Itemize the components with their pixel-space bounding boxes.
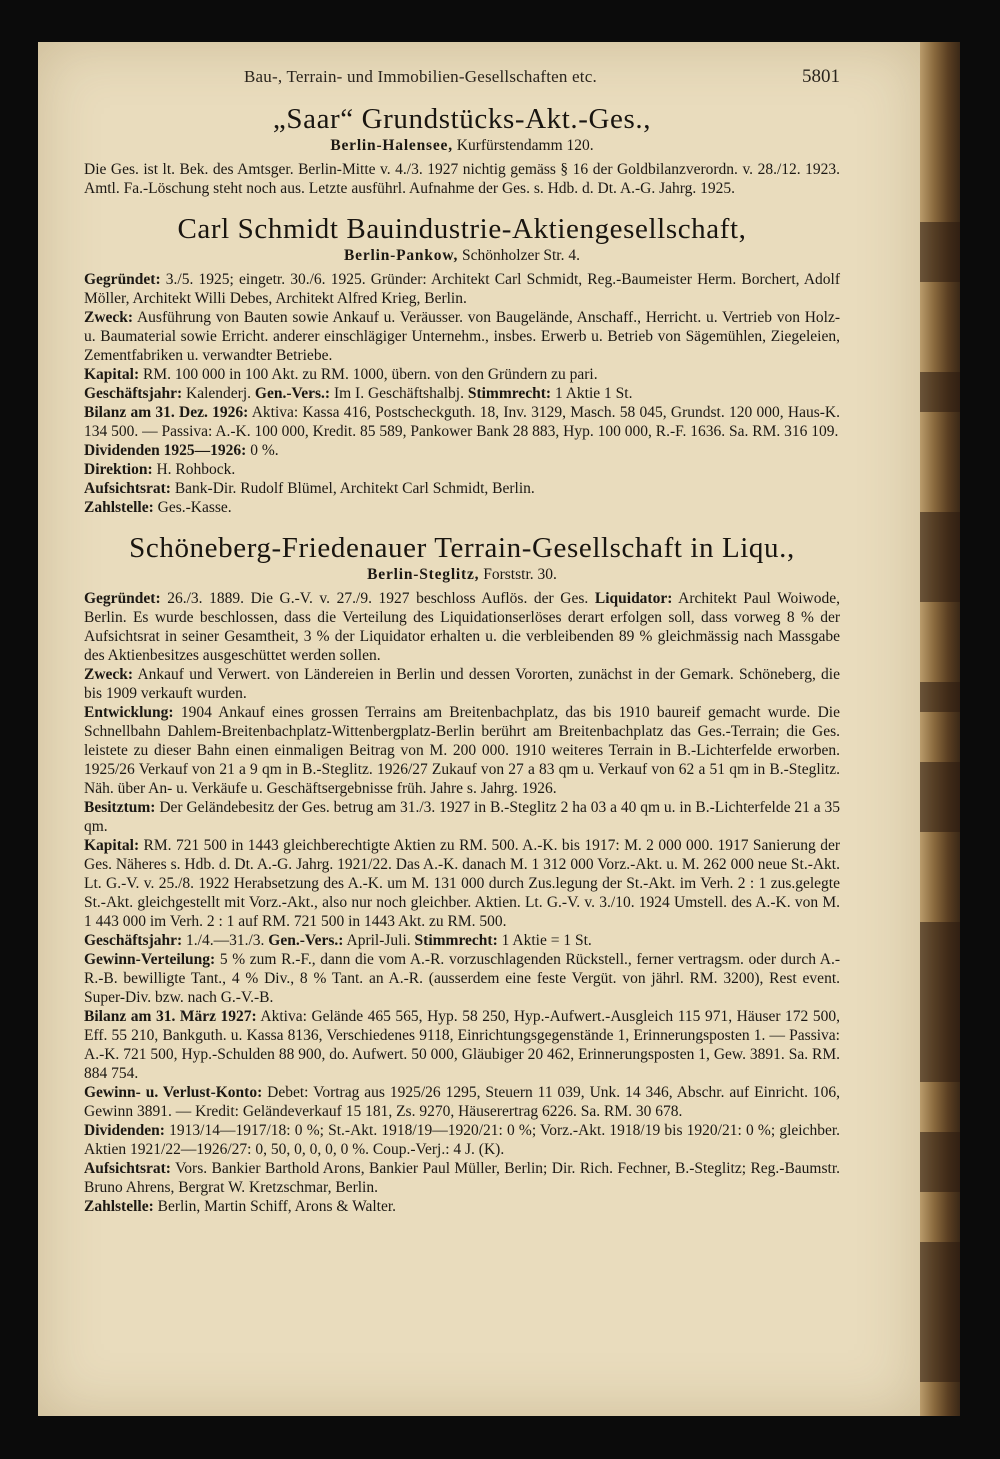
entry-paragraph bbox=[84, 479, 840, 498]
field-label: Zahlstelle: bbox=[84, 499, 154, 516]
field-text: Debet: Vortrag aus 1925/26 1295, Steuern 11 039, Unk. 14 346, Abschr. auf Einricht. 106, Gewinn 3891. — Kredit: Geländeverkauf 15 181, Zs. 9270, Häuserertrag 6226. Sa. RM. 30 678. bbox=[84, 1084, 840, 1120]
edge-strip bbox=[920, 512, 960, 602]
page-number: 5801 bbox=[802, 66, 840, 87]
field-text: RM. 100 000 in 100 Akt. zu RM. 1000, übern. von den Gründern zu pari. bbox=[139, 366, 598, 383]
field-text: Ausführung von Bauten sowie Ankauf u. Veräusser. von Baugelände, Anschaff., Herricht. u. Vertrieb von Holz- u. Baumaterial sowie Erricht. anderer einschlägiger Unternehm., insbes. Erwerb u. Betrieb von Sägemühlen, Ziegeleien, Zementfabriken u. verwandter Betriebe. bbox=[84, 309, 840, 364]
field-text: 5 % zum R.-F., dann die vom A.-R. vorzuschlagenden Rückstell., ferner vertragsm. oder durch A.-R.-B. bewilligte Tant., 4 % Div., 8 % Tant. an A.-R. (ausserdem eine feste Vergüt. von jährl. RM. 3200), Rest event. Super-Div. bzw. nach G.-V.-B. bbox=[84, 951, 840, 1006]
entry-paragraph bbox=[84, 441, 840, 460]
entry-paragraph bbox=[84, 665, 840, 703]
field-label: Gen.-Vers.: bbox=[268, 932, 344, 949]
field-label: Zweck: bbox=[84, 666, 134, 683]
field-label: Aufsichtsrat: bbox=[84, 480, 171, 497]
entry-paragraph bbox=[84, 1197, 840, 1216]
field-text: Im I. Geschäftshalbj. bbox=[330, 385, 468, 402]
field-label: Kapital: bbox=[84, 366, 140, 383]
field-label: Gewinn-Verteilung: bbox=[84, 951, 216, 968]
entry-paragraph bbox=[84, 365, 840, 384]
entry-paragraph bbox=[84, 384, 840, 403]
entry-paragraph bbox=[84, 160, 840, 198]
entry-paragraph bbox=[84, 308, 840, 365]
entry-paragraph bbox=[84, 403, 840, 441]
company-title: Carl Schmidt Bauindustrie-Aktiengesellschaft, bbox=[177, 213, 747, 245]
field-label: Gewinn- u. Verlust-Konto: bbox=[84, 1084, 263, 1101]
field-text: Aktiva: Gelände 465 565, Hyp. 58 250, Hyp.-Aufwert.-Ausgleich 115 971, Häuser 172 500, Eff. 55 210, Bankguth. u. Kassa 8136, Verschiedenes 9118, Einrichtungsgegenstände 1, Erinnerungsposten 1. — Passiva: A.-K. 721 500, Hyp.-Schulden 88 900, do. Aufwert. 50 000, Gläubiger 20 462, Erinnerungsposten 1, Gew. 3891. Sa. RM. 884 754. bbox=[84, 1008, 840, 1082]
field-text: Ges.-Kasse. bbox=[153, 499, 232, 516]
entry-paragraph bbox=[84, 798, 840, 836]
field-text: 3./5. 1925; eingetr. 30./6. 1925. Gründer: Architekt Carl Schmidt, Reg.-Baumeister Herm. Borchert, Adolf Möller, Architekt Willi Debes, Architekt Alfred Krieg, Berlin. bbox=[84, 271, 840, 307]
entry-paragraph bbox=[84, 498, 840, 517]
company-title: Schöneberg-Friedenauer Terrain-Gesellschaft in Liqu., bbox=[129, 532, 795, 564]
field-label: Gen.-Vers.: bbox=[254, 385, 331, 402]
entry-paragraph bbox=[84, 1159, 840, 1197]
field-text: 1./4.—31./3. bbox=[182, 932, 269, 949]
edge-strip bbox=[920, 922, 960, 1082]
entry-paragraph bbox=[84, 931, 840, 950]
entry-paragraph bbox=[84, 1083, 840, 1121]
running-header bbox=[84, 66, 840, 96]
edge-strip bbox=[920, 1132, 960, 1192]
field-text: 0 %. bbox=[246, 442, 279, 459]
entry-paragraph bbox=[84, 950, 840, 1007]
page-edge bbox=[920, 42, 960, 1416]
edge-strip bbox=[920, 222, 960, 282]
sections bbox=[84, 102, 840, 1216]
field-text: Berlin, Martin Schiff, Arons & Walter. bbox=[153, 1198, 397, 1215]
edge-strip bbox=[920, 1242, 960, 1382]
field-text: H. Rohbock. bbox=[152, 461, 236, 478]
field-text: Vors. Bankier Barthold Arons, Bankier Paul Müller, Berlin; Dir. Rich. Fechner, B.-Steglitz; Reg.-Baumstr. Bruno Ahrens, Bergrat W. Kretzschmar, Berlin. bbox=[84, 1160, 840, 1196]
edge-strip bbox=[920, 762, 960, 832]
location-address: Forststr. 30. bbox=[479, 566, 557, 583]
field-label: Bilanz am 31. Dez. 1926: bbox=[84, 404, 249, 421]
field-text: Aktiva: Kassa 416, Postscheckguth. 18, Inv. 3129, Masch. 58 045, Grundst. 120 000, Haus-K. 134 500. — Passiva: A.-K. 100 000, Kredit. 85 589, Pankower Bank 28 883, Hyp. 100 000, R.-F. 1636. Sa. RM. 316 109. bbox=[84, 404, 840, 440]
entry-paragraph bbox=[84, 703, 840, 798]
field-text: Kalenderj. bbox=[182, 385, 255, 402]
field-text: Die Ges. ist lt. Bek. des Amtsger. Berlin-Mitte v. 4./3. 1927 nichtig gemäss § 16 der Goldbilanzverordn. v. 28./12. 1923. Amtl. Fa.-Löschung steht noch aus. Letzte ausführl. Aufnahme der Ges. s. Hdb. d. Dt. A.-G. Jahrg. 1925. bbox=[84, 161, 840, 197]
edge-strip bbox=[920, 372, 960, 412]
field-text: Ankauf und Verwert. von Ländereien in Berlin und dessen Vororten, zunächst in der Gemark. Schöneberg, die bis 1909 verkauft wurden. bbox=[84, 666, 840, 702]
company-entry bbox=[84, 531, 840, 1216]
location-city: Berlin-Steglitz, bbox=[367, 566, 480, 583]
entry-paragraph bbox=[84, 836, 840, 931]
field-text: 1 Aktie 1 St. bbox=[551, 385, 633, 402]
field-text: 1 Aktie = 1 St. bbox=[497, 932, 592, 949]
company-title: „Saar“ Grundstücks-Akt.-Ges., bbox=[272, 103, 652, 135]
running-title: Bau-, Terrain- und Immobilien-Gesellschaften etc. bbox=[244, 67, 597, 86]
entry-paragraph bbox=[84, 270, 840, 308]
entry-paragraph bbox=[84, 1121, 840, 1159]
company-entry bbox=[84, 212, 840, 517]
field-text: April-Juli. bbox=[343, 932, 415, 949]
field-label: Kapital: bbox=[84, 837, 140, 854]
field-label: Dividenden: bbox=[84, 1122, 165, 1139]
field-label: Dividenden 1925—1926: bbox=[84, 442, 247, 459]
location-city: Berlin-Halensee, bbox=[330, 137, 453, 154]
field-label: Stimmrecht: bbox=[414, 932, 498, 949]
field-label: Zahlstelle: bbox=[84, 1198, 154, 1215]
field-text: Architekt Paul Woiwode, Berlin. Es wurde beschlossen, dass die Verteilung des Liquidationserlöses derart erfolgen soll, dass vorweg 8 % der Aufsichtsrat in seiner Gesamtheit, 3 % der Liquidator erhalten u. die verbleibenden 89 % gleichmässig nach Massgabe des Aktienbesitzes ausgeschüttet werden sollen. bbox=[84, 590, 840, 664]
location-address: Kurfürstendamm 120. bbox=[452, 137, 594, 154]
company-location bbox=[84, 136, 840, 156]
location-city: Berlin-Pankow, bbox=[344, 247, 459, 264]
field-label: Liquidator: bbox=[594, 590, 673, 607]
field-label: Zweck: bbox=[84, 309, 134, 326]
company-location bbox=[84, 246, 840, 266]
location-address: Schönholzer Str. 4. bbox=[458, 247, 580, 264]
field-label: Besitztum: bbox=[84, 799, 156, 816]
field-label: Gegründet: bbox=[84, 271, 161, 288]
field-label: Aufsichtsrat: bbox=[84, 1160, 171, 1177]
field-text: Der Geländebesitz der Ges. betrug am 31./3. 1927 in B.-Steglitz 2 ha 03 a 40 qm u. in B.-Lichterfelde 21 a 35 qm. bbox=[84, 799, 840, 835]
field-text: 26./3. 1889. Die G.-V. v. 27./9. 1927 beschloss Auflös. der Ges. bbox=[160, 590, 595, 607]
field-label: Geschäftsjahr: bbox=[84, 385, 183, 402]
field-text: 1913/14—1917/18: 0 %; St.-Akt. 1918/19—1920/21: 0 %; Vorz.-Akt. 1918/19 bis 1920/21: 0 %; gleichber. Aktien 1921/22—1926/27: 0, 50, 0, 0, 0, 0 %. Coup.-Verj.: 4 J. (K). bbox=[84, 1122, 840, 1158]
entry-paragraph bbox=[84, 460, 840, 479]
field-label: Stimmrecht: bbox=[467, 385, 552, 402]
edge-strip bbox=[920, 682, 960, 712]
field-text: Bank-Dir. Rudolf Blümel, Architekt Carl Schmidt, Berlin. bbox=[170, 480, 535, 497]
field-text: 1904 Ankauf eines grossen Terrains am Breitenbachplatz, das bis 1910 baureif gemacht wurde. Die Schnellbahn Dahlem-Breitenbachplatz-Wittenbergplatz-Berlin berührt am Breitenbachplatz das Ges.-Terrain; die Ges. leistete zu dieser Bahn einen einmaligen Beitrag von M. 200 000. 1910 weiteres Terrain in B.-Lichterfelde erworben. 1925/26 Verkauf von 21 a 9 qm in B.-Steglitz. 1926/27 Zukauf von 27 a 83 qm u. Verkauf von 62 a 51 qm in B.-Steglitz. Näh. über An- u. Verkäufe u. Geschäftsergebnisse früh. Jahre s. Jahrg. 1926. bbox=[84, 704, 840, 797]
field-label: Geschäftsjahr: bbox=[84, 932, 183, 949]
company-location bbox=[84, 565, 840, 585]
field-label: Entwicklung: bbox=[84, 704, 174, 721]
company-entry bbox=[84, 102, 840, 198]
field-text: RM. 721 500 in 1443 gleichberechtigte Aktien zu RM. 500. A.-K. bis 1917: M. 2 000 000. 1917 Sanierung der Ges. Näheres s. Hdb. d. Dt. A.-G. Jahrg. 1921/22. Das A.-K. danach M. 1 312 000 Vorz.-Akt. u. M. 262 000 neue St.-Akt. Lt. G.-V. v. 25./8. 1922 Herabsetzung des A.-K. um M. 131 000 durch Zus.legung der St.-Akt. im Verh. 2 : 1 zus.gelegte St.-Akt. gleichgestellt mit Vorz.-Akt., also nur noch gleichber. Aktien. Lt. G.-V. v. 3./10. 1924 Umstell. des A.-K. von M. 1 443 000 im Verh. 2 : 1 auf RM. 721 500 in 1443 Akt. zu RM. 500. bbox=[84, 837, 840, 930]
field-label: Gegründet: bbox=[84, 590, 161, 607]
page-content bbox=[84, 66, 840, 1216]
entry-paragraph bbox=[84, 1007, 840, 1083]
field-label: Direktion: bbox=[84, 461, 153, 478]
field-label: Bilanz am 31. März 1927: bbox=[84, 1008, 257, 1025]
entry-paragraph bbox=[84, 589, 840, 665]
